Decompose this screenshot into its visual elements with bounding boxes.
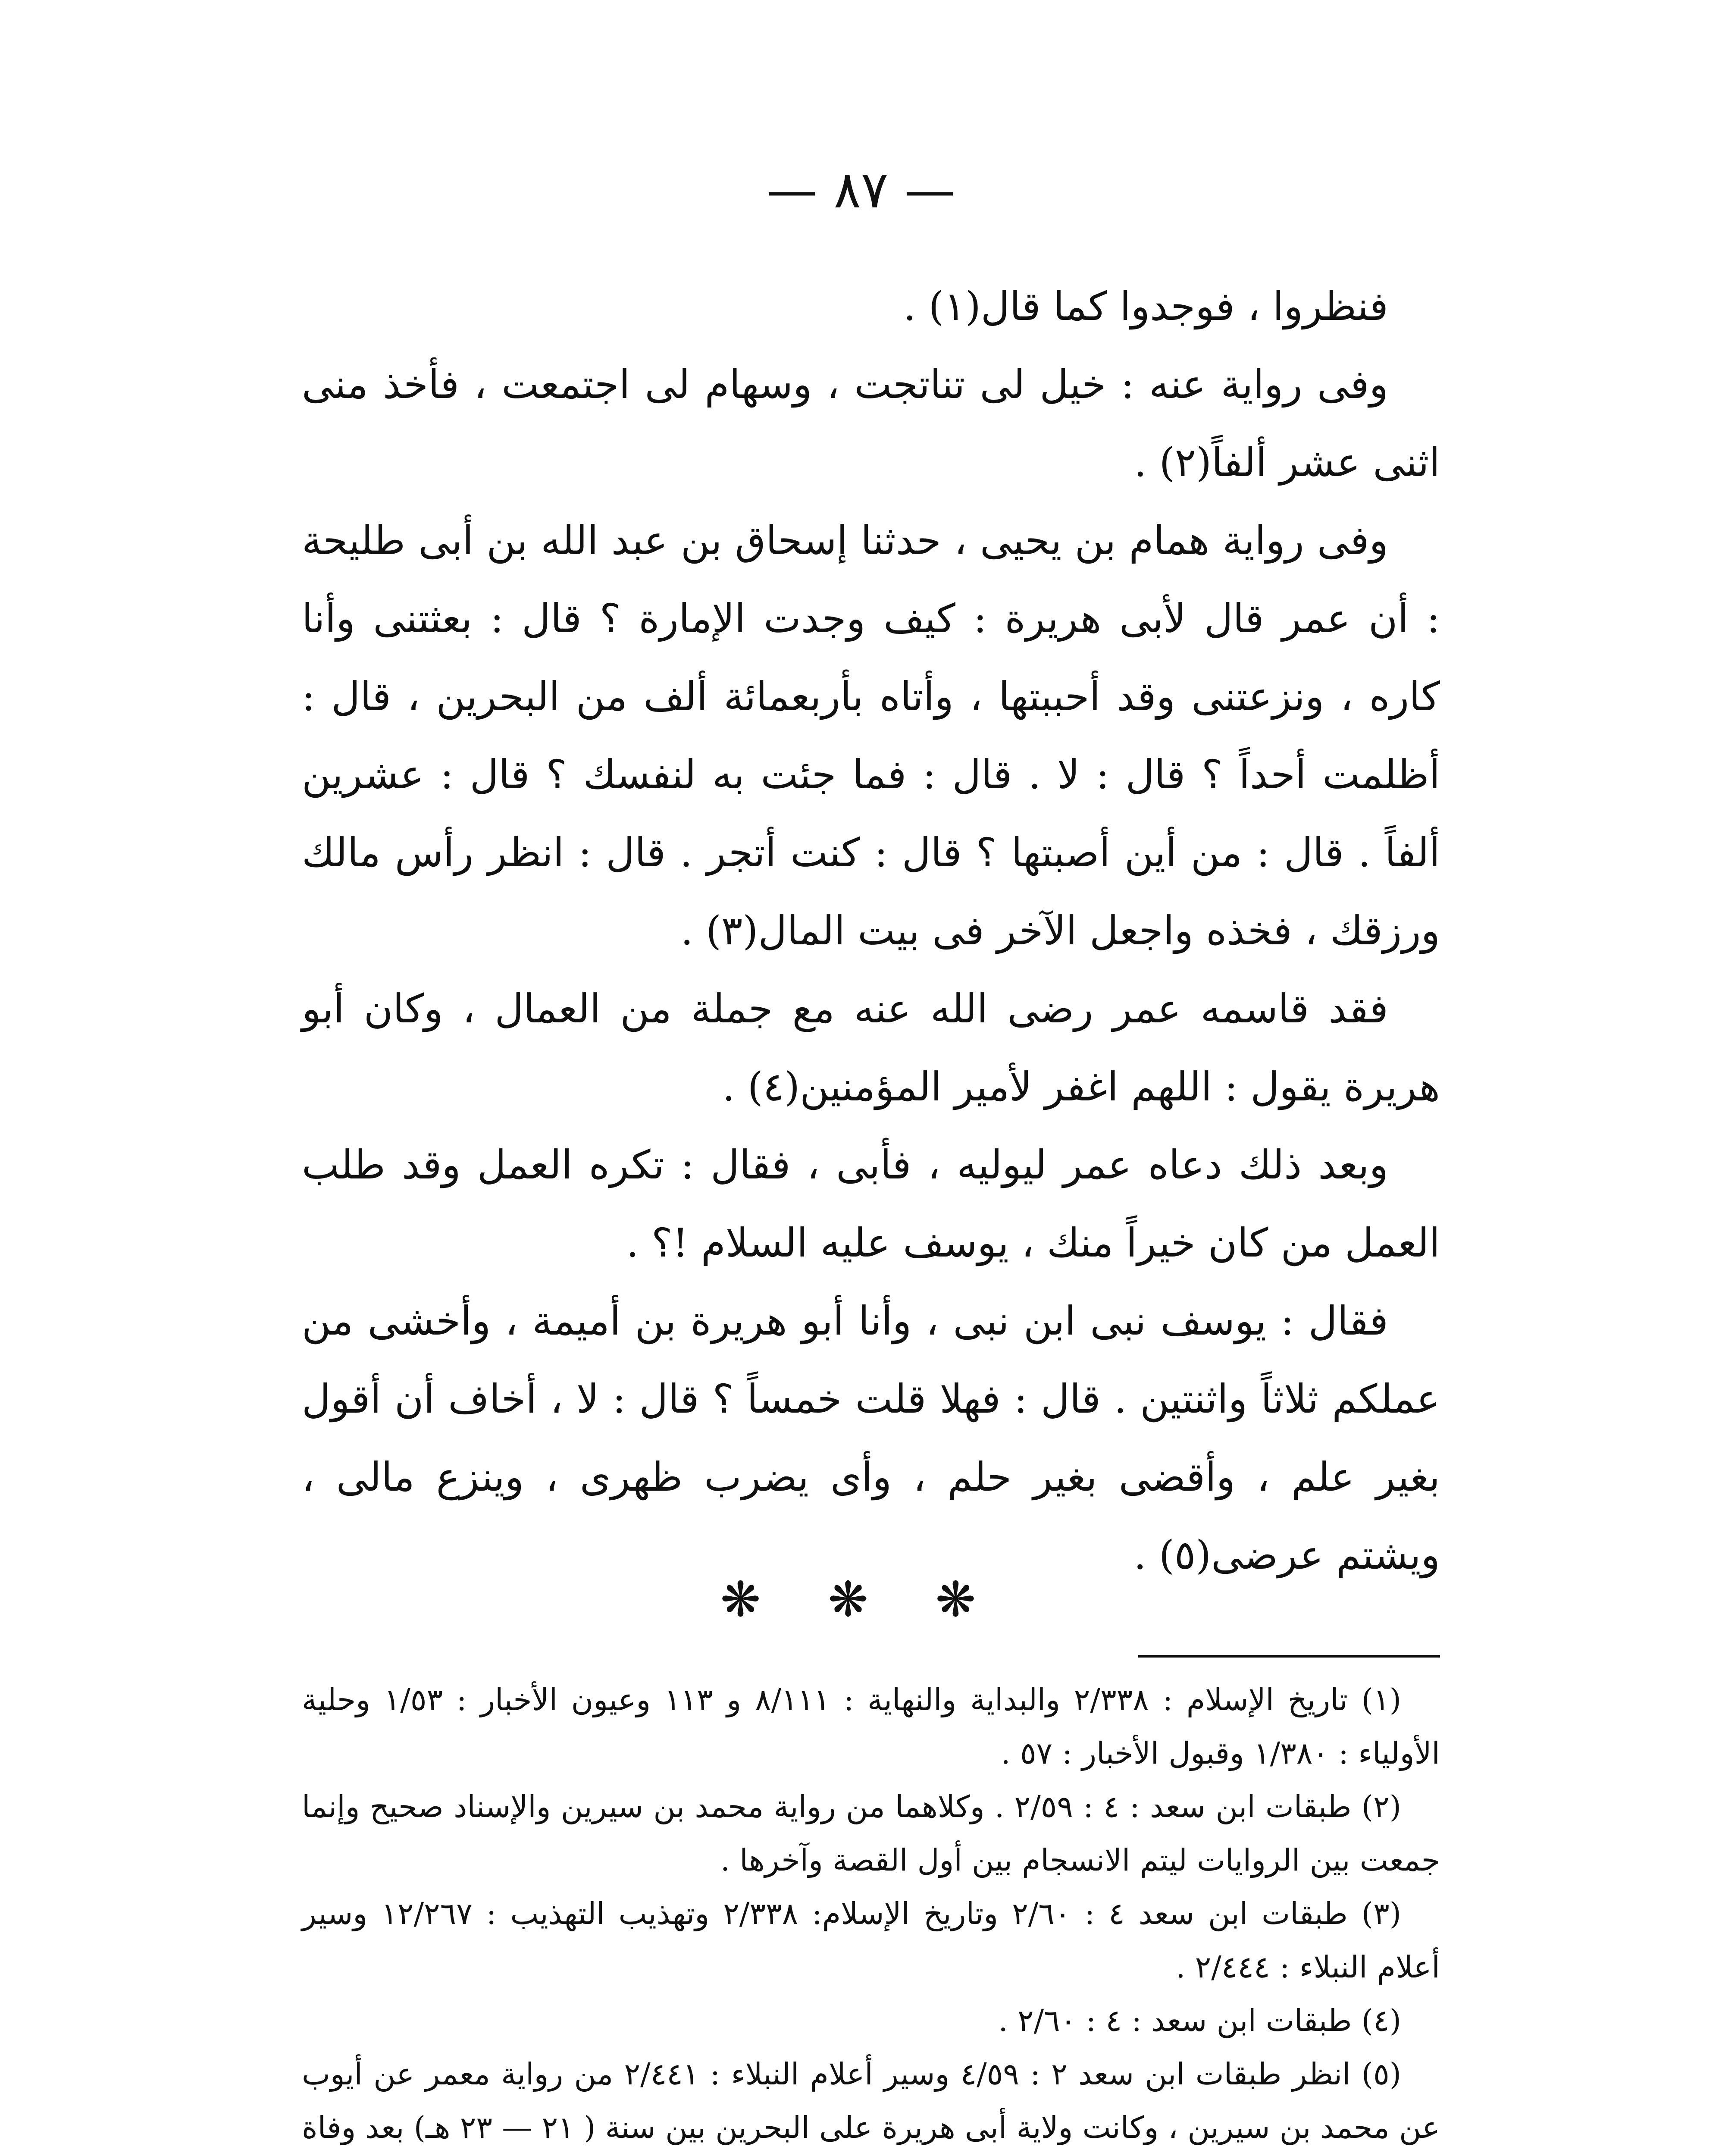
footnote-divider xyxy=(1138,1655,1440,1658)
paragraph-6: فقال : يوسف نبى ابن نبى ، وأنا أبو هريرة بن أميمة ، وأخشى من عملكم ثلاثاً واثنتين . قال : فهلا قلت خمساً ؟ قال : لا ، أخاف أن أقول بغير علم ، وأقضى بغير حلم ، وأى يضرب ظهرى ، وينزع مالى ، ويشتم عرضى(٥) . xyxy=(302,1298,1440,1578)
footnote-2: (٢) طبقات ابن سعد : ٤ : ٢/٥٩ . وكلاهما من رواية محمد بن سيرين والإسناد صحيح وإنما جمعت بين الروايات ليتم الانسجام بين أول القصة وآخرها . xyxy=(302,1789,1440,1878)
footnote-5: (٥) انظر طبقات ابن سعد ٢ : ٤/٥٩ وسير أعلام النبلاء : ٢/٤٤١ من رواية معمر عن أيوب عن محمد بن سيرين ، وكانت ولاية أبى هريرة على البحرين بين سنة ( ٢١ — ٢٣ هـ) بعد وفاة xyxy=(302,2056,1440,2145)
paragraph-3: وفى رواية همام بن يحيى ، حدثنا إسحاق بن عبد الله بن أبى طليحة : أن عمر قال لأبى هريرة : كيف وجدت الإمارة ؟ قال : بعثتنى وأنا كاره ، ونزعتنى وقد أحببتها ، وأتاه بأربعمائة ألف من البحرين ، قال : أظلمت أحداً ؟ قال : لا . قال : فما جئت به لنفسك ؟ قال : عشرين ألفاً . قال : من أين أصبتها ؟ قال : كنت أتجر . قال : انظر رأس مالك ورزقك ، فخذه واجعل الآخر فى بيت المال(٣) . xyxy=(302,517,1440,954)
footnote-4: (٤) طبقات ابن سعد : ٤ : ٢/٦٠ . xyxy=(998,2003,1401,2038)
section-separator: ❋ ❋ ❋ xyxy=(720,1572,1002,1628)
paragraph-2: وفى رواية عنه : خيل لى تناتجت ، وسهام لى اجتمعت ، فأخذ منى اثنى عشر ألفاً(٢) . xyxy=(302,361,1440,486)
main-text xyxy=(302,267,1440,1594)
footnote-3: (٣) طبقات ابن سعد ٤ : ٢/٦٠ وتاريخ الإسلام: ٢/٣٣٨ وتهذيب التهذيب : ١٢/٢٦٧ وسير أعلام النبلاء : ٢/٤٤٤ . xyxy=(302,1896,1440,1985)
paragraph-4: فقد قاسمه عمر رضى الله عنه مع جملة من العمال ، وكان أبو هريرة يقول : اللهم اغفر لأمير المؤمنين(٤) . xyxy=(302,986,1440,1110)
footnotes xyxy=(302,1673,1440,2156)
paragraph-5: وبعد ذلك دعاه عمر ليوليه ، فأبى ، فقال : تكره العمل وقد طلب العمل من كان خيراً منك ، يوسف عليه السلام !؟ . xyxy=(302,1142,1440,1266)
page-number: — ٨٧ — xyxy=(767,160,955,219)
footnote-1: (١) تاريخ الإسلام : ٢/٣٣٨ والبداية والنهاية : ٨/١١١ و ١١٣ وعيون الأخبار : ١/٥٣ وحلية الأولياء : ١/٣٨٠ وقبول الأخبار : ٥٧ . xyxy=(302,1682,1440,1771)
paragraph-1: فنظروا ، فوجدوا كما قال(١) . xyxy=(903,283,1388,329)
